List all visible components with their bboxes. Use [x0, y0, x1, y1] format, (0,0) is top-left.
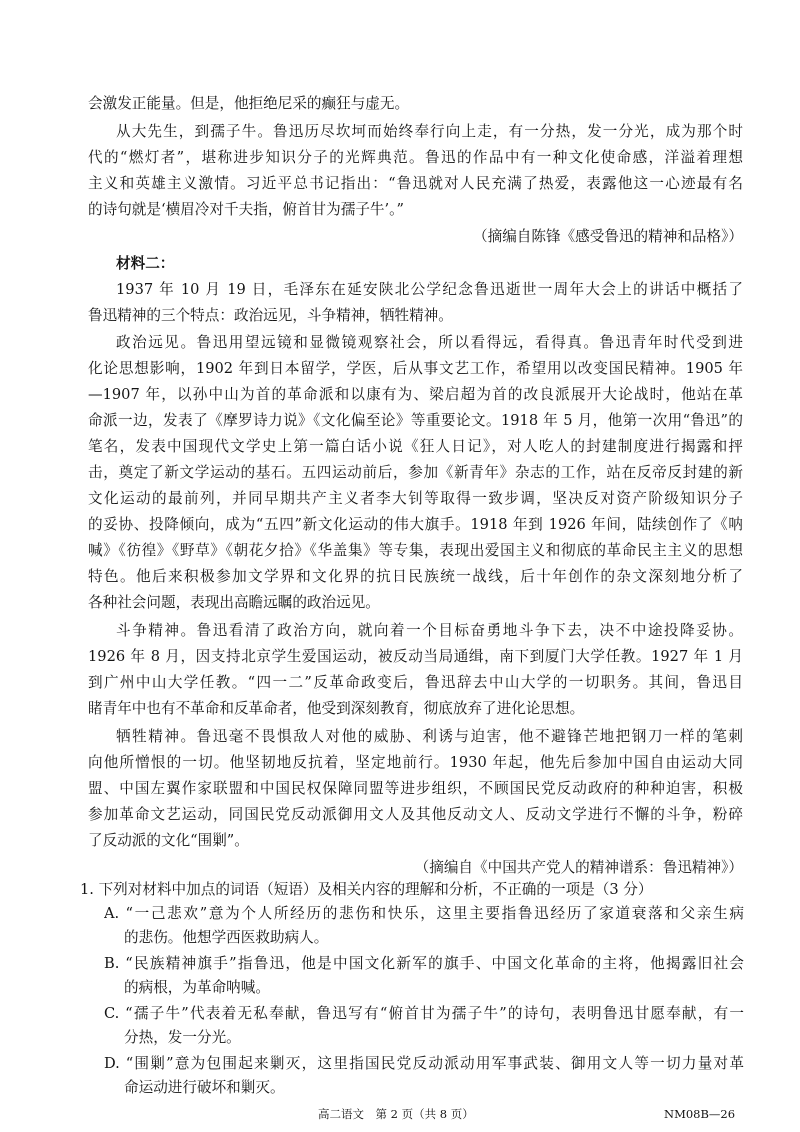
question-stem: 1. 下列对材料中加点的词语（短语）及相关内容的理解和分析，不正确的一项是（3 分） [80, 881, 653, 898]
option-a: A. “一己悲欢”意为个人所经历的悲伤和快乐，这里主要指鲁迅经历了家道衰落和父亲生病 [104, 905, 744, 922]
page-footer: 高二语文 第 2 页（共 8 页） [318, 1107, 474, 1121]
text-line: 1937 年 10 月 19 日，毛泽东在延安陕北公学纪念鲁迅逝世一周年大会上的讲话中概括了 [116, 281, 743, 298]
text-line: 1926 年 8 月，因支持北京学生爱国运动，被反动当局通缉，南下到厦门大学任教。1927 年 1 月 [88, 648, 743, 665]
text-line: 的妥协、投降倾向，成为“五四”新文化运动的伟大旗手。1918 年到 1926 年间，陆续创作了《呐 [88, 516, 743, 533]
text-line: —1907 年，以孙中山为首的革命派和以康有为、梁启超为首的改良派展开大论战时，他站在革 [88, 386, 743, 403]
text-line: 斗争精神。鲁迅看清了政治方向，就向着一个目标奋勇地斗争下去，决不中途投降妥协。 [116, 622, 743, 639]
source-citation: （摘编自陈锋《感受鲁迅的精神和品格》） [473, 228, 743, 245]
option-a-cont: 的悲伤。他想学西医救助病人。 [124, 929, 329, 946]
option-d-cont: 命运动进行破坏和剿灭。 [124, 1079, 285, 1096]
text-line: 笔名，发表中国现代文学史上第一篇白话小说《狂人日记》，对人吃人的封建制度进行揭露和抨 [88, 438, 743, 455]
text-line: 文化运动的最前列，并同早期共产主义者李大钊等取得一致步调，坚决反对资产阶级知识分子 [88, 490, 743, 507]
text-line: 击，奠定了新文学运动的基石。五四运动前后，参加《新青年》杂志的工作，站在反帝反封建的新 [88, 464, 743, 481]
text-line: 到广州中山大学任教。“四一二”反革命政变后，鲁迅辞去中山大学的一切职务。其间，鲁迅目 [88, 674, 743, 691]
text-line: 牺牲精神。鲁迅毫不畏惧敌人对他的威胁、利诱与迫害，他不避锋芒地把钢刀一样的笔刺 [116, 728, 743, 745]
footer-code: NM08B—26 [664, 1107, 736, 1121]
option-c-cont: 分热，发一分光。 [124, 1029, 241, 1046]
text-line: 会激发正能量。但是，他拒绝尼采的癫狂与虚无。 [88, 95, 410, 112]
text-line: 各种社会问题，表现出高瞻远瞩的政治远见。 [88, 594, 380, 611]
option-c: C. “孺子牛”代表着无私奉献，鲁迅写有“俯首甘为孺子牛”的诗句，表明鲁迅甘愿奉献，有一 [104, 1005, 744, 1022]
text-line: 向他所憎恨的一切。他坚韧地反抗着，坚定地前行。1930 年起，他先后参加中国自由运动大同 [88, 754, 743, 771]
text-line: 的诗句就是‘横眉冷对千夫指，俯首甘为孺子牛’。” [88, 201, 404, 218]
text-line: 了反动派的文化“围剿”。 [88, 832, 249, 849]
text-line: 喊》《彷徨》《野草》《朝花夕拾》《华盖集》等专集，表现出爱国主义和彻底的革命民主主义的思想 [88, 542, 743, 559]
section-heading: 材料二： [116, 255, 175, 272]
text-line: 盟、中国左翼作家联盟和中国民权保障同盟等进步组织，不顾国民党反动政府的种种迫害，积极 [88, 780, 743, 797]
text-line: 主义和英雄主义激情。习近平总书记指出：“鲁迅就对人民充满了热爱，表露他这一心迹最有名 [88, 175, 743, 192]
source-citation: （摘编自《中国共产党人的精神谱系：鲁迅精神》） [414, 859, 743, 876]
text-line: 命派一边，发表了《摩罗诗力说》《文化偏至论》等重要论文。1918 年 5 月，他第一次用“鲁迅”的 [88, 412, 743, 429]
option-d: D. “围剿”意为包围起来剿灭，这里指国民党反动派动用军事武装、御用文人等一切力量对革 [104, 1055, 744, 1072]
text-line: 鲁迅精神的三个特点：政治远见，斗争精神，牺牲精神。 [88, 307, 453, 324]
text-line: 代的“燃灯者”，堪称进步知识分子的光辉典范。鲁迅的作品中有一种文化使命感，洋溢着理想 [88, 149, 743, 166]
option-b: B. “民族精神旗手”指鲁迅，他是中国文化新军的旗手、中国文化革命的主将，他揭露旧社会 [104, 955, 744, 972]
text-line: 从大先生，到孺子牛。鲁迅历尽坎坷而始终奉行向上走，有一分热，发一分光，成为那个时 [116, 123, 743, 140]
option-b-cont: 的病根，为革命呐喊。 [124, 979, 270, 996]
text-line: 参加革命文艺运动，同国民党反动派御用文人及其他反动文人、反动文学进行不懈的斗争，粉碎 [88, 806, 743, 823]
text-line: 特色。他后来积极参加文学界和文化界的抗日民族统一战线，后十年创作的杂文深刻地分析了 [88, 568, 743, 585]
text-line: 化论思想影响，1902 年到日本留学，学医，后从事文艺工作，希望用以改变国民精神。1905 年 [88, 360, 743, 377]
text-line: 睹青年中也有不革命和反革命者，他受到深刻教育，彻底放弃了进化论思想。 [88, 700, 585, 717]
text-line: 政治远见。鲁迅用望远镜和显微镜观察社会，所以看得远，看得真。鲁迅青年时代受到进 [116, 334, 743, 351]
